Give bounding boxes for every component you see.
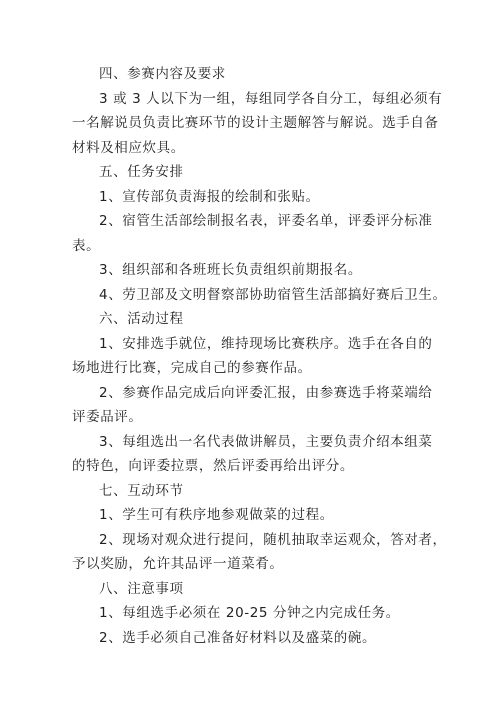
document-page bbox=[72, 62, 447, 650]
paragraph-line: 1、宣传部负责海报的绘制和张贴。 bbox=[99, 188, 320, 205]
paragraph-line: 3 或 3 人以下为一组，每组同学各自分工，每组必须有 bbox=[99, 90, 443, 107]
paragraph-line: 2、选手必须自己准备好材料以及盛菜的碗。 bbox=[99, 629, 377, 646]
paragraph-line: 4、劳卫部及文明督察部协助宿管生活部搞好赛后卫生。 bbox=[99, 286, 447, 303]
paragraph-line: 场地进行比赛，完成自己的参赛作品。 bbox=[72, 360, 312, 376]
section-heading: 七、互动环节 bbox=[99, 482, 184, 499]
paragraph-line: 评委品评。 bbox=[72, 409, 143, 425]
section-heading: 五、任务安排 bbox=[99, 164, 184, 180]
paragraph-line: 材料及相应炊具。 bbox=[72, 139, 185, 156]
paragraph-line: 1、每组选手必须在 20-25 分钟之内完成任务。 bbox=[99, 605, 400, 621]
paragraph-line: 的特色，向评委拉票，然后评委再给出评分。 bbox=[72, 458, 354, 474]
paragraph-line: 予以奖励，允许其品评一道菜肴。 bbox=[72, 556, 284, 572]
section-heading: 四、参赛内容及要求 bbox=[99, 66, 226, 82]
paragraph-line: 3、每组选出一名代表做讲解员，主要负责介绍本组菜 bbox=[99, 433, 433, 450]
paragraph-line: 3、组织部和各班班长负责组织前期报名。 bbox=[99, 262, 362, 278]
paragraph-line: 1、安排选手就位，维持现场比赛秩序。选手在各自的 bbox=[99, 335, 433, 352]
paragraph-line: 2、宿管生活部绘制报名表，评委名单，评委评分标准 bbox=[99, 213, 433, 229]
paragraph-line: 1、学生可有秩序地参观做菜的过程。 bbox=[99, 507, 334, 523]
paragraph-line: 2、现场对观众进行提问，随机抽取幸运观众，答对者， bbox=[99, 531, 447, 548]
paragraph-line: 表。 bbox=[72, 237, 101, 254]
section-heading: 六、活动过程 bbox=[99, 311, 184, 327]
section-heading: 八、注意事项 bbox=[99, 580, 184, 597]
paragraph-line: 2、参赛作品完成后向评委汇报，由参赛选手将菜端给 bbox=[99, 384, 433, 401]
paragraph-line: 一名解说员负责比赛环节的设计主题解答与解说。选手自备 bbox=[72, 115, 439, 131]
